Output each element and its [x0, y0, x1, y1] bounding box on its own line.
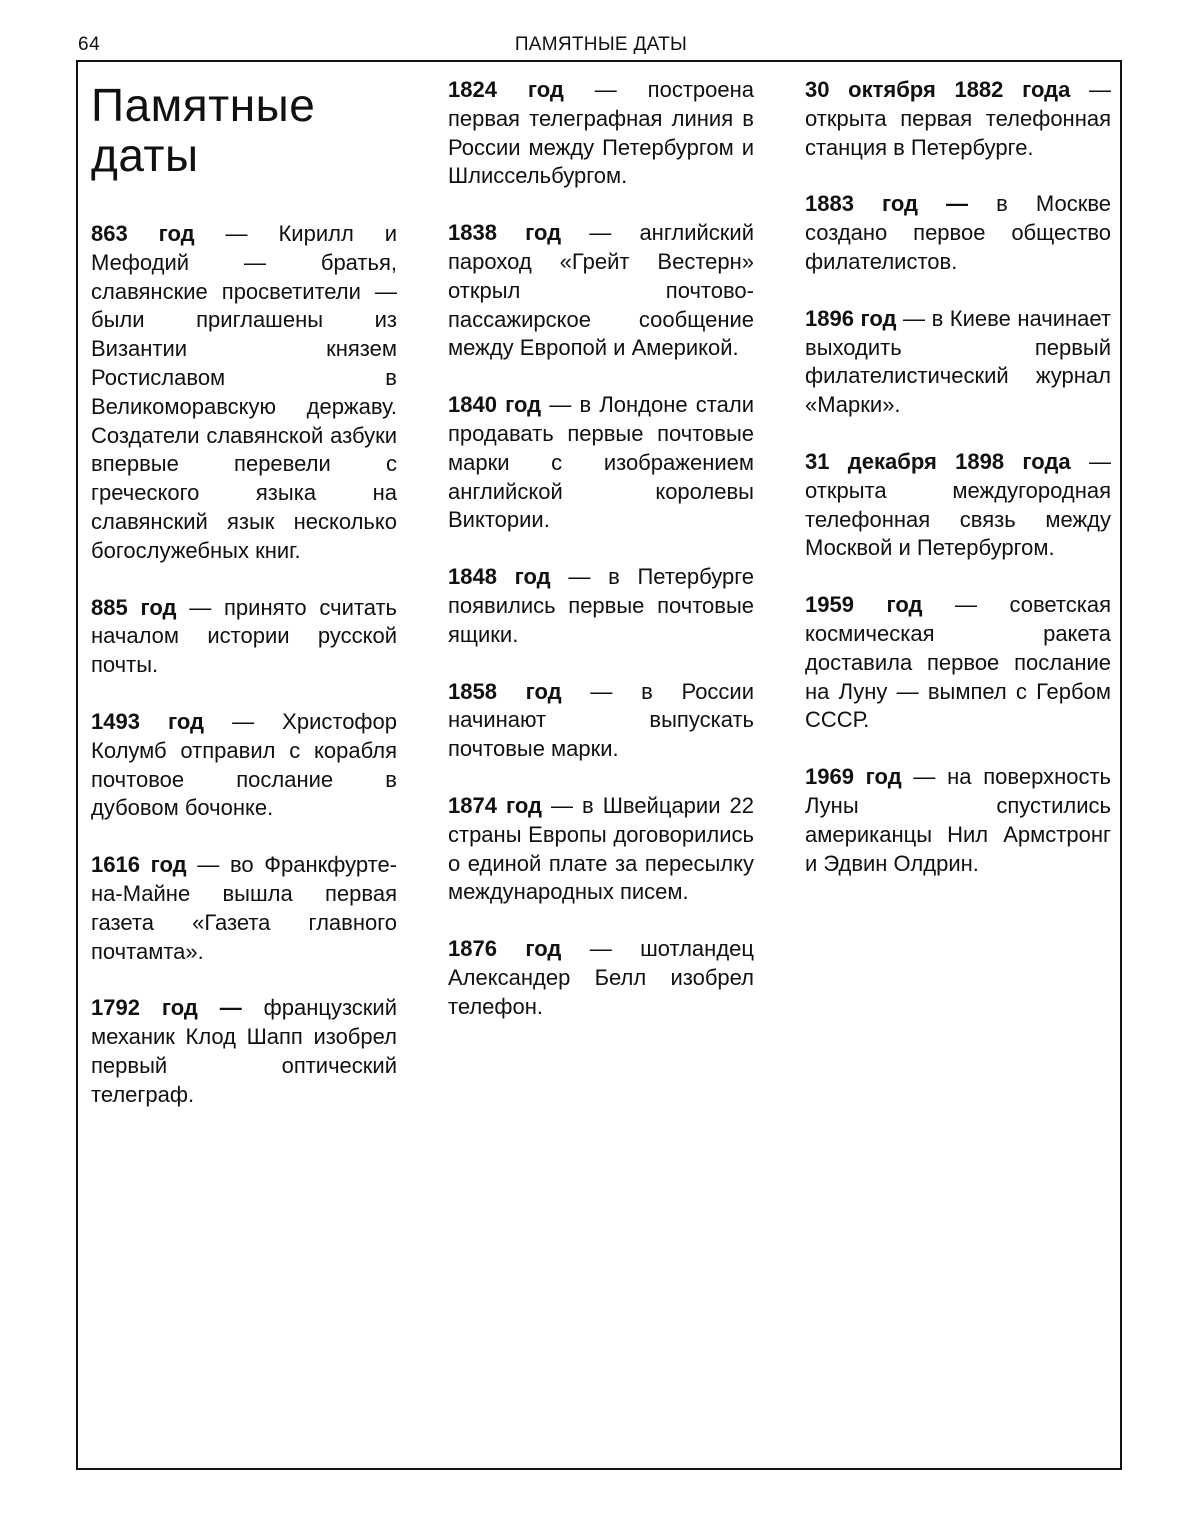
entry-text: — в России начинают выпускать почтовые марки.: [448, 678, 755, 762]
entry-date: 1848 год: [448, 564, 551, 590]
date-entry: [448, 391, 754, 535]
entry-text: — советская космическая ракета доставила первое послание на Луну — вымпел с Гербом СССР.: [805, 592, 1111, 733]
entry-date: 1824 год: [448, 77, 564, 102]
entry-date: 1883 год —: [805, 191, 969, 217]
entry-date: 1876 год: [448, 936, 562, 962]
entry-text: — Христофор Колумб отправил с корабля почтовое послание в дубовом бочонке.: [91, 708, 398, 821]
entry-date: 30 октября 1882 года: [805, 77, 1071, 102]
entry-date: 1838 год: [448, 220, 562, 246]
date-entry: [91, 594, 397, 680]
column-1: [91, 76, 397, 1138]
date-entry: [805, 305, 1111, 420]
entry-text: — Кирилл и Мефодий — братья, славянские просветители — были приглашены из Византии князем Ростиславом в Великоморавскую державу. Создатели славянской азбуки впервые перевели с греческого языка на славянский язык несколько богослужебных книг.: [91, 221, 397, 563]
entry-date: 885 год: [91, 594, 177, 620]
entry-text: — английский пароход «Грейт Вестерн» открыл почтово-пассажирское сообщение между Европой и Америкой.: [448, 220, 754, 361]
entry-date: 1969 год: [805, 764, 902, 790]
date-entry: [91, 851, 397, 966]
entry-date: 1493 год: [91, 708, 205, 734]
entry-date: 1858 год: [448, 678, 562, 704]
entry-text: французский механик Клод Шапп изобрел первый оптический телеграф.: [91, 995, 397, 1107]
date-entry: [805, 591, 1111, 735]
entry-text: — в Петербурге появились первые почтовые ящики.: [448, 564, 754, 647]
entry-text: — в Киеве начинает выходить первый филателистический журнал «Марки».: [805, 305, 1111, 418]
entry-date: 863 год: [91, 221, 195, 246]
page-number: 64: [78, 34, 101, 55]
page-header: [78, 34, 1124, 60]
entry-date: 1874 год: [448, 792, 542, 818]
date-entry: [448, 678, 754, 764]
entry-date: 1959 год: [805, 592, 923, 618]
column-3: [805, 76, 1111, 906]
entry-text: — в Швейцарии 22 страны Европы договорились о единой плате за пересылку международных писем.: [448, 792, 754, 905]
entry-date: 31 декабря 1898 года: [805, 448, 1071, 474]
date-entry: [448, 792, 754, 907]
entry-date: 1616 год: [91, 852, 187, 878]
entry-text: — в Лондоне стали продавать первые почтовые марки с изображением английской королевы Виктории.: [448, 392, 754, 533]
entry-text: — во Франкфурте-на-Майне вышла первая газета «Газета главного почтамта».: [91, 852, 398, 964]
entry-text: — построена первая телеграфная линия в России между Петербургом и Шлиссельбургом.: [448, 77, 754, 189]
date-entry: [91, 708, 397, 823]
date-entry: [448, 935, 754, 1021]
entry-text: — принято считать началом истории русской почты.: [91, 594, 397, 678]
entry-date: 1840 год: [448, 392, 542, 418]
date-entry: [805, 448, 1111, 563]
date-entry: [448, 219, 754, 363]
date-entry: [805, 763, 1111, 878]
date-entry: [91, 994, 397, 1109]
entry-text: в Москве создано первое общество филателистов.: [805, 191, 1111, 274]
entry-date: 1896 год: [805, 305, 897, 331]
running-title: ПАМЯТНЫЕ ДАТЫ: [514, 34, 688, 55]
date-entry: [448, 76, 754, 191]
section-title: Памятные даты: [91, 79, 316, 181]
date-entry: [805, 76, 1111, 162]
entry-text: — на поверхность Луны спустились американцы Нил Армстронг и Эдвин Олдрин.: [805, 764, 1111, 876]
entry-date: 1792 год —: [91, 995, 242, 1021]
entry-text: — открыта междугородная телефонная связь между Москвой и Петербургом.: [805, 448, 1111, 561]
column-2: [448, 76, 754, 1050]
entry-text: — шотландец Александер Белл изобрел телефон.: [448, 936, 754, 1019]
entry-text: — открыта первая телефонная станция в Петербурге.: [805, 77, 1111, 160]
date-entry: [805, 190, 1111, 276]
date-entry: [448, 563, 754, 649]
date-entry: [91, 220, 397, 566]
